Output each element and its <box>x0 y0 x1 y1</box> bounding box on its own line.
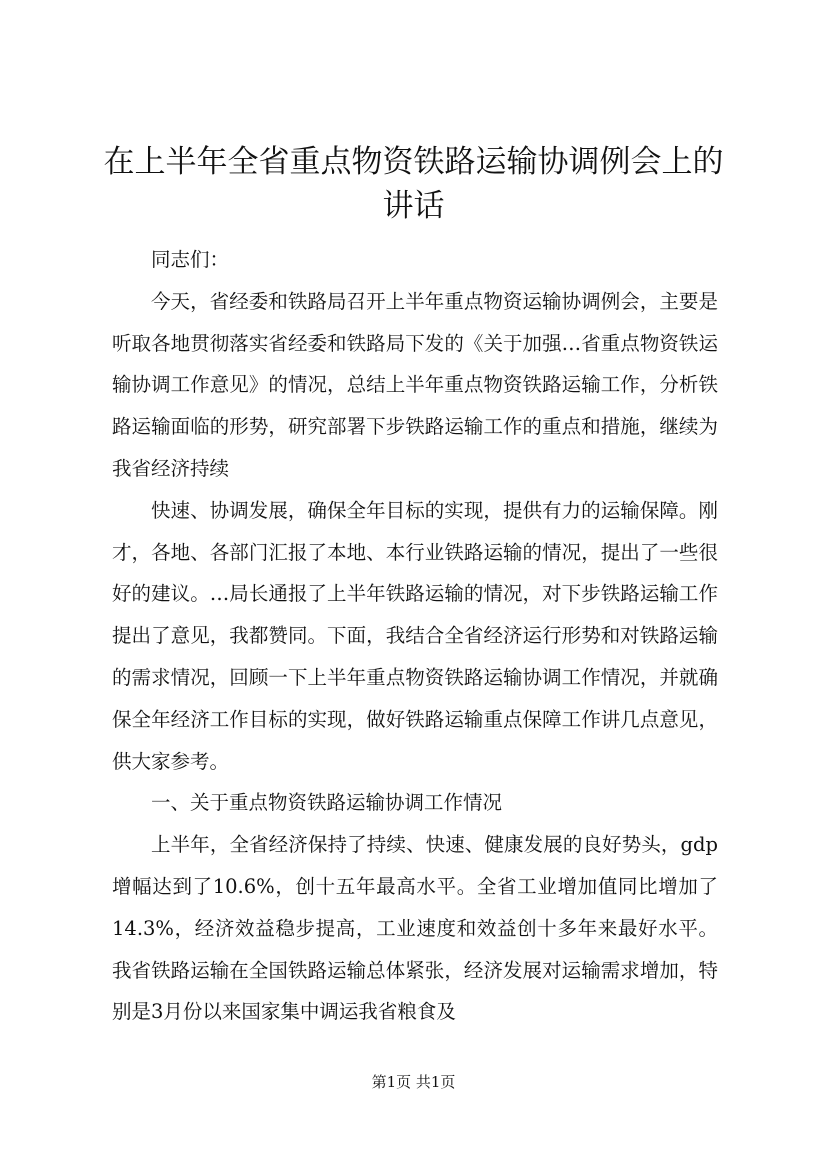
title-line-1: 在上半年全省重点物资铁路运输协调例会上的 <box>103 144 724 180</box>
salutation-paragraph: 同志们： <box>151 248 230 271</box>
body-paragraph: 今天，省经委和铁路局召开上半年重点物资运输协调例会，主要是听取各地贯彻落实省经委和铁路局下发的《关于加强…省重点物资铁运输协调工作意见》的情况，总结上半年重点物资铁路运输工作，分析铁路运输面临的形势，研究部署下步铁路运输工作的重点和措施，继续为我省经济持续 <box>112 289 718 480</box>
page-footer: 第1页 共1页 <box>371 1073 456 1091</box>
document-title <box>100 140 727 228</box>
document-body <box>112 239 718 1033</box>
body-paragraph: 上半年，全省经济保持了持续、快速、健康发展的良好势头，gdp增幅达到了10.6%，创十五年最高水平。全省工业增加值同比增加了14.3%，经济效益稳步提高，工业速度和效益创十多年来最好水平。我省铁路运输在全国铁路运输总体紧张，经济发展对运输需求增加，特别是3月份以来国家集中调运我省粮食及 <box>112 833 718 1024</box>
body-paragraph: 快速、协调发展，确保全年目标的实现，提供有力的运输保障。刚才，各地、各部门汇报了本地、本行业铁路运输的情况，提出了一些很好的建议。…局长通报了上半年铁路运输的情况，对下步铁路运输工作提出了意见，我都赞同。下面，我结合全省经济运行形势和对铁路运输的需求情况，回顾一下上半年重点物资铁路运输协调工作情况，并就确保全年经济工作目标的实现，做好铁路运输重点保障工作讲几点意见，供大家参考。 <box>112 498 718 773</box>
title-line-2: 讲话 <box>382 188 445 224</box>
section-heading: 一、关于重点物资铁路运输协调工作情况 <box>151 791 503 815</box>
